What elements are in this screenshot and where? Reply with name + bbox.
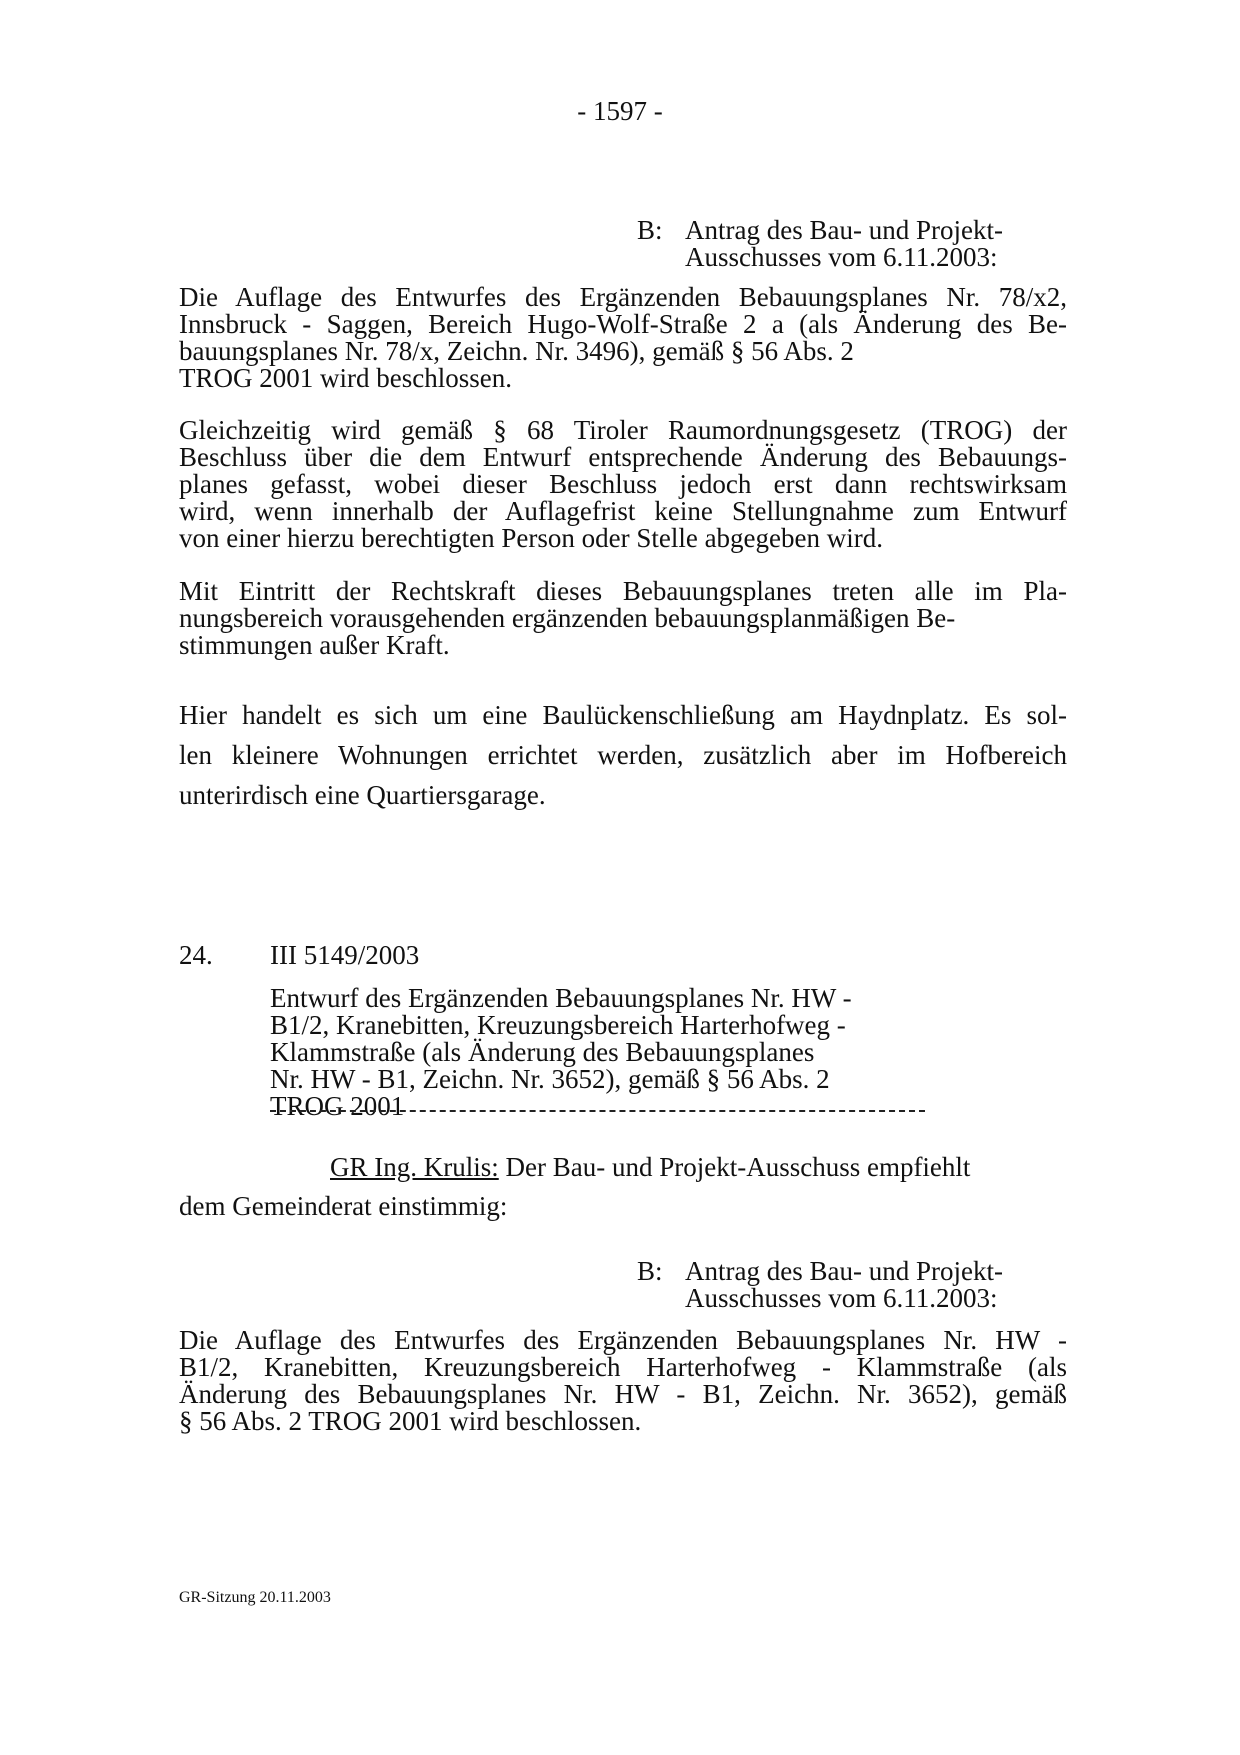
statement-text: Der Bau- und Projekt-Ausschuss empfiehlt xyxy=(498,1152,971,1182)
title-line: Klammstraße (als Änderung des Bebauungsplanes xyxy=(270,1037,815,1067)
motion-title-line: Ausschusses vom 6.11.2003: xyxy=(685,242,998,272)
footer-session-date: GR-Sitzung 20.11.2003 xyxy=(179,1589,331,1606)
paragraph-line: Die Auflage des Entwurfes des Ergänzenden Bebauungsplanes Nr. 78/x2, xyxy=(179,282,1067,312)
title-line: B1/2, Kranebitten, Kreuzungsbereich Harterhofweg - xyxy=(270,1010,846,1040)
paragraph-line: stimmungen außer Kraft. xyxy=(179,630,450,660)
motion-2 xyxy=(637,1258,1057,1314)
legal-effect-paragraph xyxy=(179,578,1067,659)
paragraph-line: planes gefasst, wobei dieser Beschluss jedoch erst dann rechtswirksam xyxy=(179,469,1067,499)
paragraph-line: TROG 2001 wird beschlossen. xyxy=(179,363,512,393)
paragraph-line: B1/2, Kranebitten, Kreuzungsbereich Harterhofweg - Klammstraße (als xyxy=(179,1352,1067,1382)
agenda-item-title xyxy=(270,985,930,1120)
paragraph-line: nungsbereich vorausgehenden ergänzenden bebauungsplanmäßigen Be- xyxy=(179,603,956,633)
statement-continuation: dem Gemeinderat einstimmig: xyxy=(179,1191,508,1221)
agenda-item-reference: III 5149/2003 xyxy=(270,940,420,970)
motion-label: B: xyxy=(637,215,663,245)
motion-label: B: xyxy=(637,1256,663,1286)
paragraph-line: bauungsplanes Nr. 78/x, Zeichn. Nr. 3496), gemäß § 56 Abs. 2 xyxy=(179,336,854,366)
paragraph-line: § 56 Abs. 2 TROG 2001 wird beschlossen. xyxy=(179,1406,642,1436)
motion-title-line: Antrag des Bau- und Projekt- xyxy=(685,215,1003,245)
motion-title-line: Ausschusses vom 6.11.2003: xyxy=(685,1283,998,1313)
speaker-statement xyxy=(330,1152,970,1183)
title-line: Entwurf des Ergänzenden Bebauungsplanes Nr. HW - xyxy=(270,983,852,1013)
paragraph-line: Innsbruck - Saggen, Bereich Hugo-Wolf-Straße 2 a (als Änderung des Be- xyxy=(179,309,1067,339)
agenda-item-number: 24. xyxy=(179,940,213,970)
decision-paragraph xyxy=(179,417,1067,552)
motion-1 xyxy=(637,217,1057,273)
paragraph-line: Hier handelt es sich um eine Baulückenschließung am Haydnplatz. Es sol- xyxy=(179,700,1067,730)
paragraph-line: len kleinere Wohnungen errichtet werden, zusätzlich aber im Hofbereich xyxy=(179,740,1067,770)
paragraph-line: Mit Eintritt der Rechtskraft dieses Bebauungsplanes treten alle im Pla- xyxy=(179,576,1067,606)
paragraph-line: unterirdisch eine Quartiersgarage. xyxy=(179,780,546,810)
paragraph-line: Gleichzeitig wird gemäß § 68 Tiroler Raumordnungsgesetz (TROG) der xyxy=(179,415,1067,445)
paragraph-line: von einer hierzu berechtigten Person oder Stelle abgegeben wird. xyxy=(179,523,883,553)
paragraph-line: wird, wenn innerhalb der Auflagefrist keine Stellungnahme zum Entwurf xyxy=(179,496,1067,526)
page-number: - 1597 - xyxy=(577,96,663,126)
title-line: TROG 2001 xyxy=(270,1091,405,1121)
dashed-divider xyxy=(270,1110,925,1112)
paragraph-line: Beschluss über die dem Entwurf entsprechende Änderung des Bebauungs- xyxy=(179,442,1067,472)
resolution-paragraph-2 xyxy=(179,1327,1067,1435)
speaker-name: GR Ing. Krulis: xyxy=(330,1152,499,1182)
paragraph-line: Die Auflage des Entwurfes des Ergänzenden Bebauungsplanes Nr. HW - xyxy=(179,1325,1067,1355)
resolution-paragraph xyxy=(179,284,1067,392)
paragraph-line: Änderung des Bebauungsplanes Nr. HW - B1, Zeichn. Nr. 3652), gemäß xyxy=(179,1379,1067,1409)
title-line: Nr. HW - B1, Zeichn. Nr. 3652), gemäß § 56 Abs. 2 xyxy=(270,1064,830,1094)
explanation-paragraph xyxy=(179,695,1067,815)
motion-title-line: Antrag des Bau- und Projekt- xyxy=(685,1256,1003,1286)
